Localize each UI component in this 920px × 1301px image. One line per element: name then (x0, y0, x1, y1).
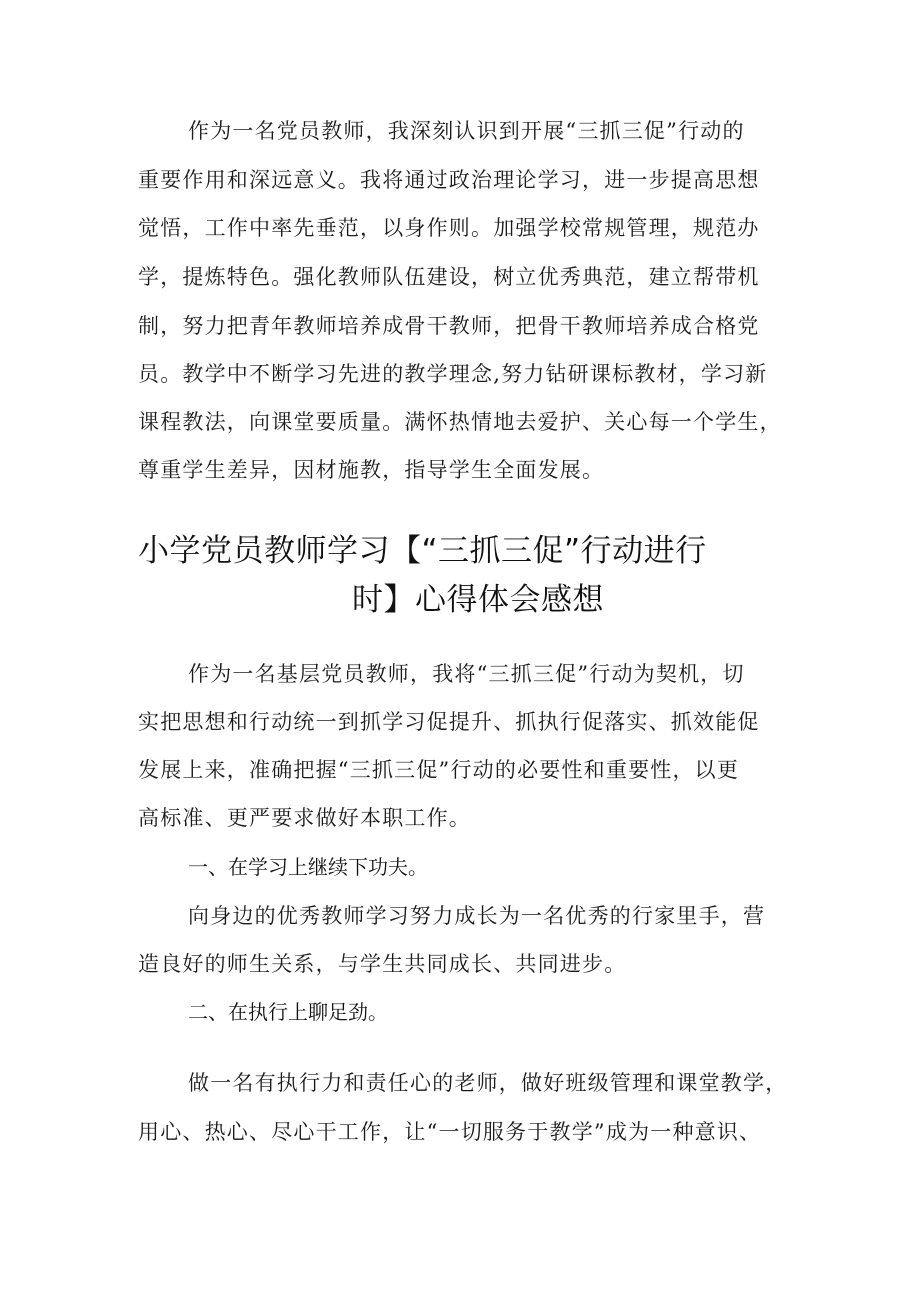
paragraph-line: 高标准、更严要求做好本职工作。 (138, 806, 471, 830)
paragraph-line: 向身边的优秀教师学习努力成长为一名优秀的行家里手，营 (188, 904, 766, 928)
paragraph-line: 作为一名党员教师，我深刻认识到开展“三抓三促”行动的 (188, 119, 745, 143)
paragraph-line: 员。教学中不断学习先进的教学理念,努力钻研课标教材，学习新 (138, 362, 768, 386)
paragraph-line: 作为一名基层党员教师，我将“三抓三促”行动为契机，切 (188, 662, 745, 686)
paragraph-line: 课程教法，向课堂要质量。满怀热情地去爱护、关心每一个学生， (138, 410, 782, 434)
paragraph-line: 实把思想和行动统一到抓学习促提升、抓执行促落实、抓效能促 (138, 710, 760, 734)
section-heading: 一、在学习上继续下功夫。 (188, 855, 428, 879)
section-heading: 二、在执行上聊足劲。 (188, 1000, 388, 1024)
paragraph-line: 制，努力把青年教师培养成骨干教师，把骨干教师培养成合格党 (138, 314, 760, 338)
paragraph-line: 用心、热心、尽心干工作，让“一切服务于教学”成为一种意识、 (138, 1120, 762, 1144)
paragraph-line: 学，提炼特色。强化教师队伍建设，树立优秀典范，建立帮带机 (138, 265, 760, 289)
article-title-line-2: 时】心得体会感想 (352, 582, 604, 618)
paragraph-line: 造良好的师生关系，与学生共同成长、共同进步。 (138, 952, 627, 976)
paragraph-line: 发展上来，准确把握“三抓三促”行动的必要性和重要性，以更 (138, 758, 740, 782)
article-title-line-1: 小学党员教师学习【“三抓三促”行动进行 (138, 533, 707, 569)
paragraph-line: 做一名有执行力和责任心的老师，做好班级管理和课堂教学， (188, 1071, 788, 1095)
paragraph-line: 觉悟，工作中率先垂范，以身作则。加强学校常规管理，规范办 (138, 216, 760, 240)
paragraph-line: 尊重学生差异，因材施教，指导学生全面发展。 (138, 458, 605, 482)
paragraph-line: 重要作用和深远意义。我将通过政治理论学习，进一步提高思想 (138, 168, 760, 192)
